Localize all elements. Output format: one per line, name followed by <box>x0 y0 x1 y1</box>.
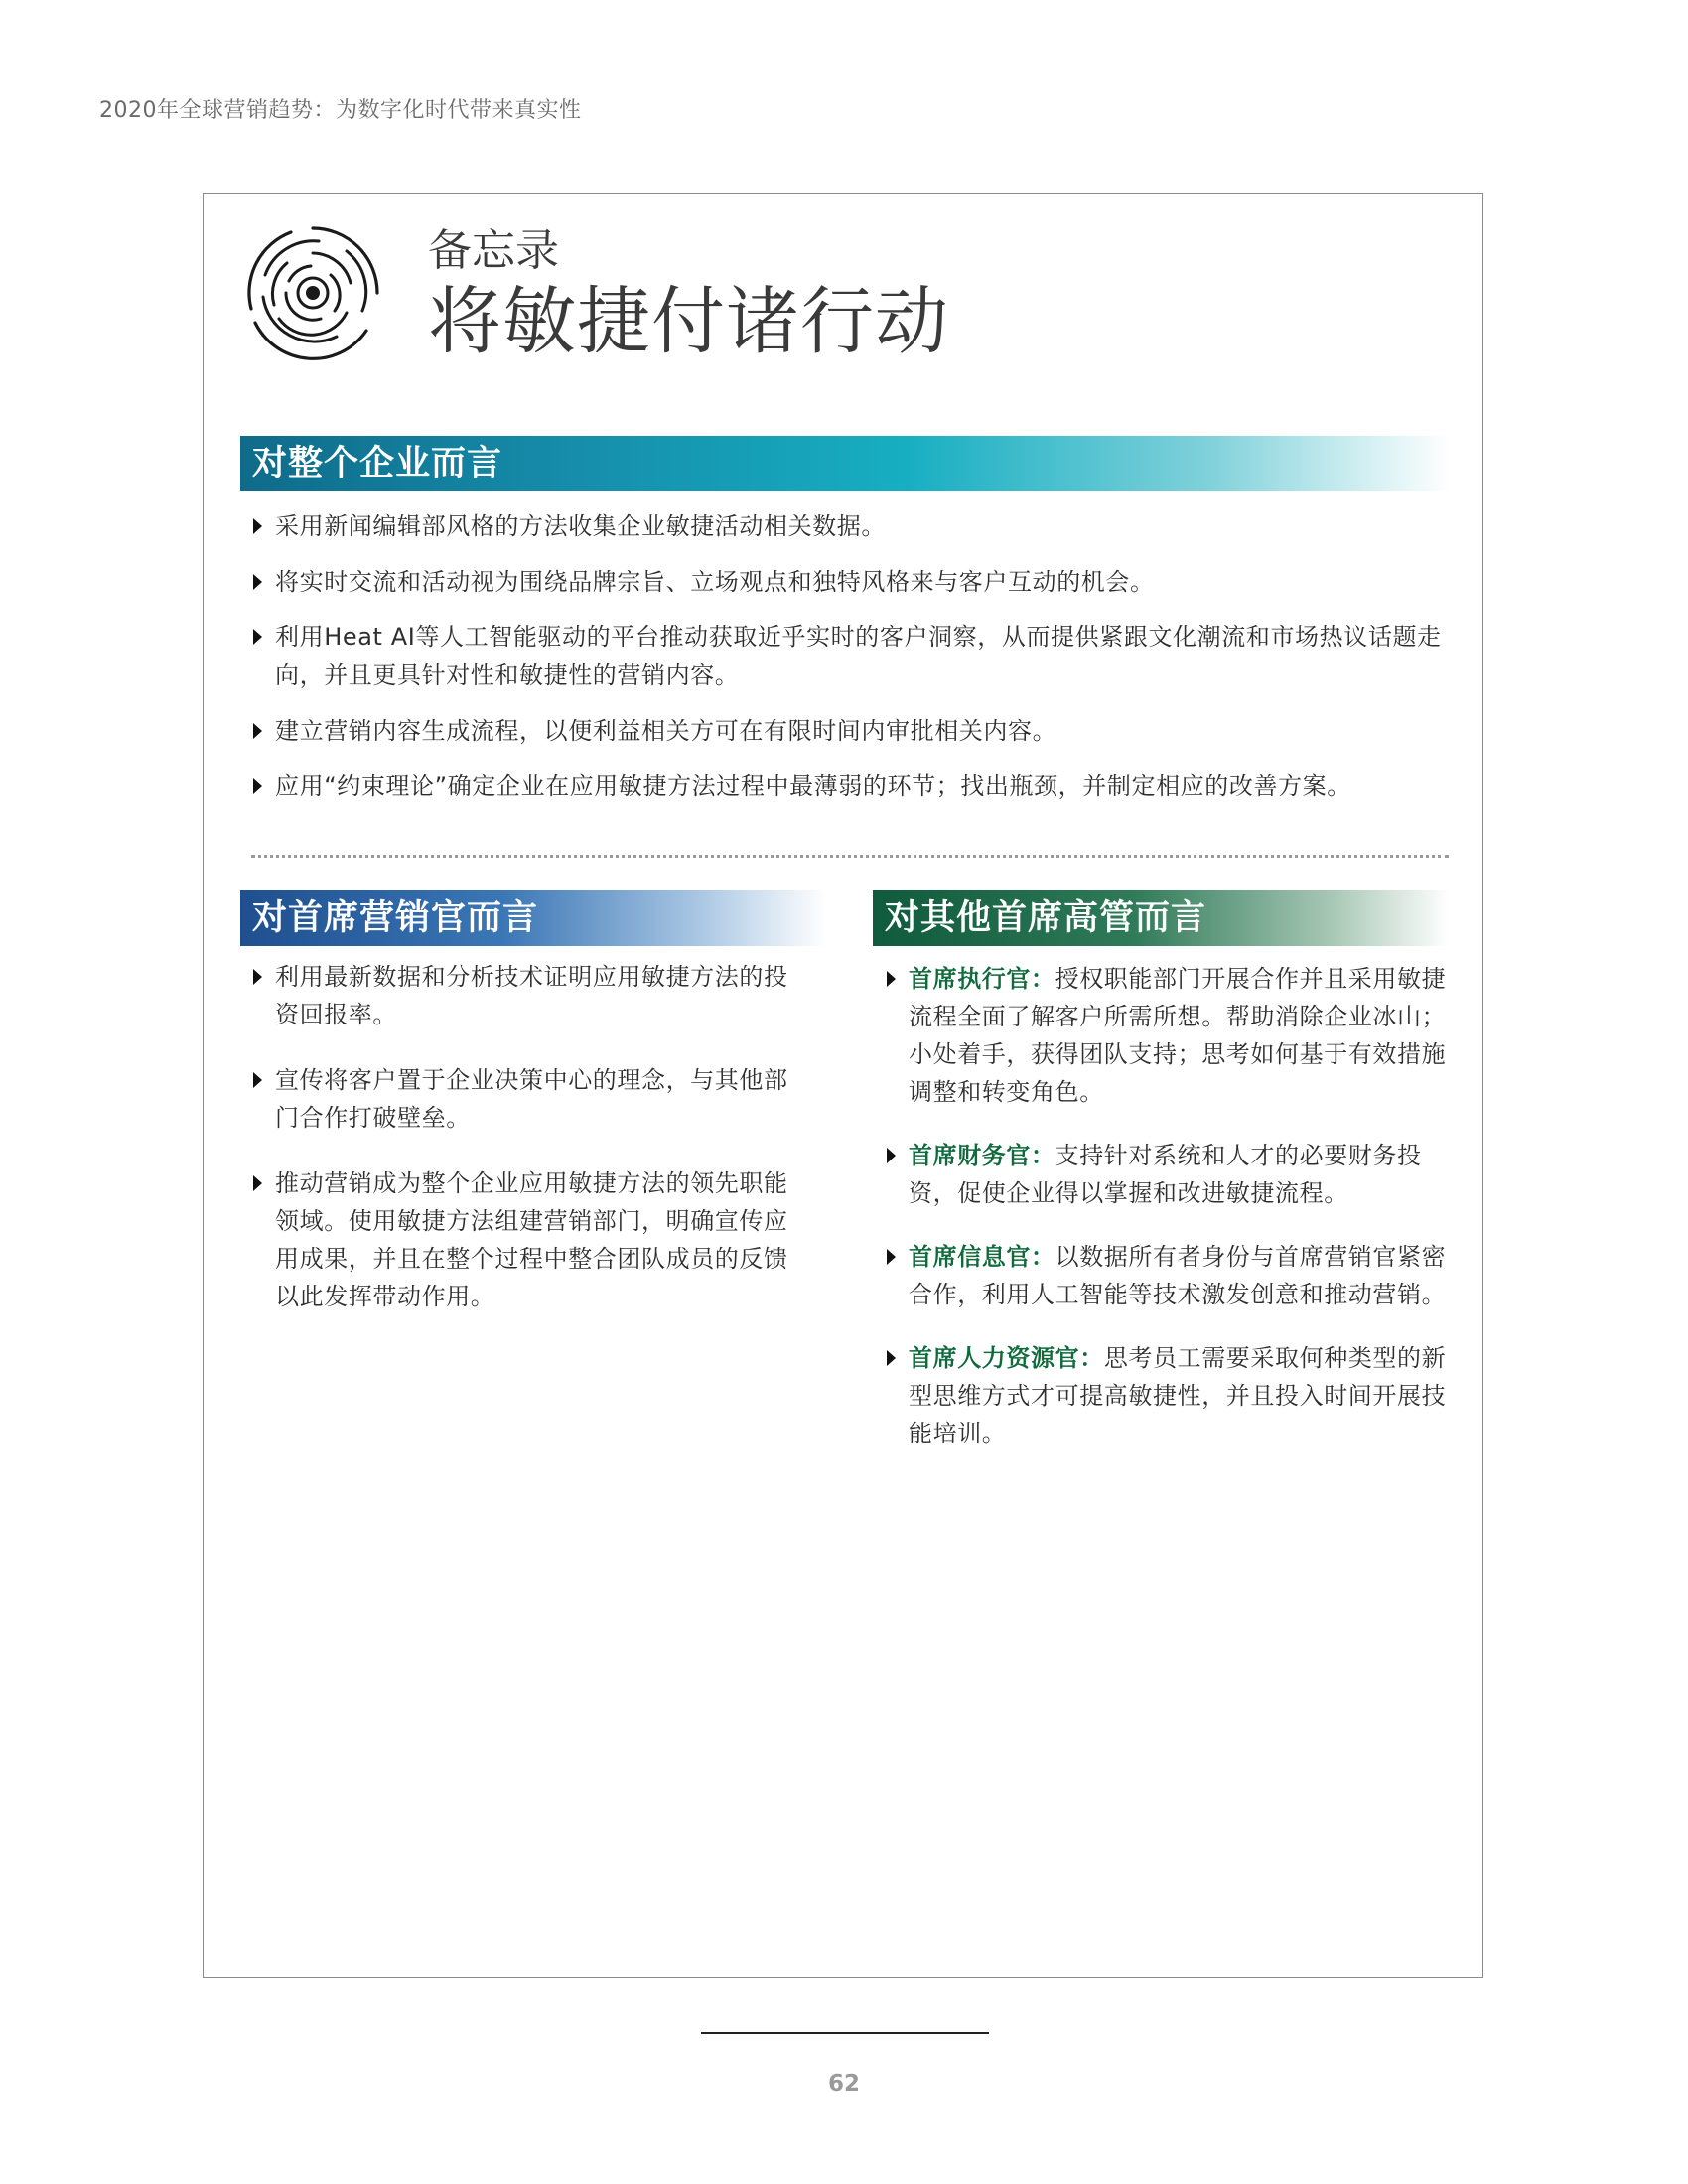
list-item-text: 授权职能部门开展合作并且采用敏捷流程全面了解客户所需所想。帮助消除企业冰山；小处着手，获得团队支持；思考如何基于有效措施调整和转变角色。 <box>909 965 1447 1106</box>
list-item <box>879 960 1455 1111</box>
list-item-text: 宣传将客户置于企业决策中心的理念，与其他部门合作打破壁垒。 <box>275 1066 788 1132</box>
footer-rule <box>701 2032 989 2034</box>
cmo-action-list <box>245 958 801 1343</box>
memo-box <box>203 193 1483 1978</box>
concentric-rings-target-icon <box>243 223 382 362</box>
triangle-bullet-icon <box>887 1249 896 1265</box>
list-item <box>245 958 801 1033</box>
enterprise-section-heading: 对整个企业而言 <box>240 436 1450 491</box>
cxo-action-list <box>879 960 1455 1478</box>
memo-title: 将敏捷付诸行动 <box>428 279 949 364</box>
role-label-cio: 首席信息官： <box>909 1243 1055 1271</box>
list-item-text: 建立营销内容生成流程，以便利益相关方可在有限时间内审批相关内容。 <box>275 717 1057 745</box>
list-item <box>879 1339 1455 1452</box>
cmo-section-heading: 对首席营销官而言 <box>240 890 826 946</box>
triangle-bullet-icon <box>887 1350 896 1366</box>
role-label-cfo: 首席财务官： <box>909 1142 1055 1169</box>
list-item <box>245 1061 801 1137</box>
list-item <box>245 507 1457 545</box>
list-item-text: 支持针对系统和人才的必要财务投资，促使企业得以掌握和改进敏捷流程。 <box>909 1142 1422 1207</box>
triangle-bullet-icon <box>253 778 262 794</box>
list-item <box>245 767 1457 805</box>
list-item-text: 思考员工需要采取何种类型的新型思维方式才可提高敏捷性，并且投入时间开展技能培训。 <box>909 1344 1447 1447</box>
triangle-bullet-icon <box>887 1148 896 1163</box>
list-item-text: 利用最新数据和分析技术证明应用敏捷方法的投资回报率。 <box>275 963 788 1028</box>
triangle-bullet-icon <box>253 574 262 590</box>
list-item <box>245 712 1457 750</box>
triangle-bullet-icon <box>253 518 262 534</box>
triangle-bullet-icon <box>253 723 262 739</box>
list-item <box>245 563 1457 601</box>
triangle-bullet-icon <box>253 1175 262 1191</box>
list-item <box>879 1238 1455 1313</box>
list-item <box>879 1137 1455 1212</box>
role-label-ceo: 首席执行官： <box>909 965 1055 993</box>
running-head: 2020年全球营销趋势：为数字化时代带来真实性 <box>99 98 582 123</box>
page-number: 62 <box>827 2071 860 2097</box>
list-item-text: 以数据所有者身份与首席营销官紧密合作，利用人工智能等技术激发创意和推动营销。 <box>909 1243 1447 1308</box>
list-item-text: 将实时交流和活动视为围绕品牌宗旨、立场观点和独特风格来与客户互动的机会。 <box>275 568 1155 596</box>
triangle-bullet-icon <box>253 969 262 985</box>
role-label-chro: 首席人力资源官： <box>909 1344 1104 1372</box>
memo-kicker: 备忘录 <box>428 225 559 276</box>
dotted-divider <box>251 855 1449 858</box>
list-item-text: 采用新闻编辑部风格的方法收集企业敏捷活动相关数据。 <box>275 512 886 540</box>
triangle-bullet-icon <box>253 1072 262 1088</box>
list-item-text: 利用Heat AI等人工智能驱动的平台推动获取近乎实时的客户洞察，从而提供紧跟文化潮流和市场热议话题走向，并且更具针对性和敏捷性的营销内容。 <box>275 623 1442 689</box>
list-item <box>245 618 1457 694</box>
list-item-text: 推动营销成为整个企业应用敏捷方法的领先职能领域。使用敏捷方法组建营销部门，明确宣传应用成果，并且在整个过程中整合团队成员的反馈以此发挥带动作用。 <box>275 1169 788 1310</box>
enterprise-action-list <box>245 507 1457 823</box>
triangle-bullet-icon <box>253 629 262 645</box>
list-item <box>245 1164 801 1315</box>
cxo-section-heading: 对其他首席高管而言 <box>873 890 1449 946</box>
triangle-bullet-icon <box>887 971 896 987</box>
list-item-text: 应用“约束理论”确定企业在应用敏捷方法过程中最薄弱的环节；找出瓶颈，并制定相应的改善方案。 <box>275 772 1351 800</box>
